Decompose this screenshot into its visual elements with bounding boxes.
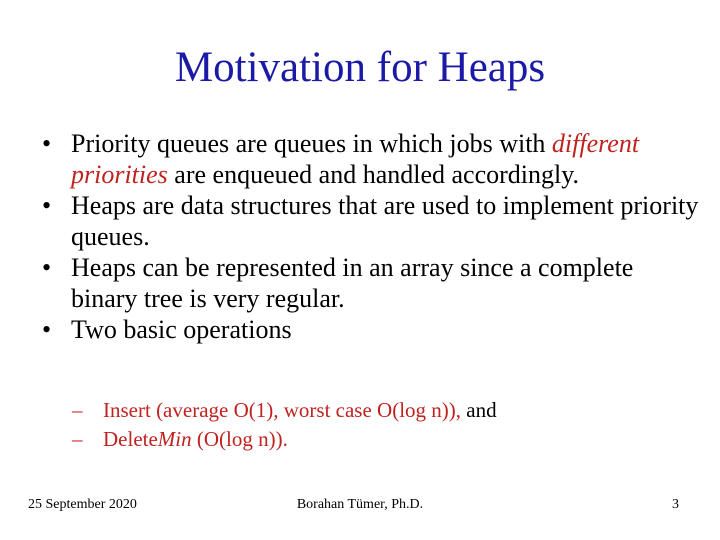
bullet-emphasis: different priorities — [71, 129, 640, 189]
footer-author: Borahan Tümer, Ph.D. — [296, 497, 424, 512]
bullet-text: Two basic operations — [71, 315, 292, 344]
bullet-item — [42, 128, 702, 190]
sub-bullet-text: Insert (average O(1), worst case O(log n)), — [103, 398, 462, 422]
sub-bullet-text-cont: (O(log n)). — [191, 427, 288, 451]
slide-title: Motivation for Heaps — [174, 44, 546, 91]
sub-bullet-list — [72, 396, 672, 454]
bullet-marker: • — [42, 129, 52, 158]
bullet-marker: • — [42, 253, 52, 282]
sub-bullet-text-cont: and — [461, 398, 497, 422]
bullet-item — [42, 252, 702, 314]
sub-bullet-text: Delete — [103, 427, 158, 451]
sub-bullet-item — [72, 425, 672, 454]
bullet-item — [42, 190, 702, 252]
dash-marker: – — [72, 427, 83, 451]
bullet-marker: • — [42, 191, 52, 220]
bullet-text: Heaps can be represented in an array since a complete binary tree is very regular. — [71, 253, 634, 313]
dash-marker: – — [72, 398, 83, 422]
bullet-text-cont: are enqueued and handled accordingly. — [167, 160, 580, 189]
sub-bullet-emphasis: Min — [157, 427, 192, 451]
footer-date: 25 September 2020 — [28, 497, 137, 512]
bullet-text: Priority queues are queues in which jobs with — [71, 129, 552, 158]
bullet-list — [42, 128, 702, 345]
sub-bullet-item — [72, 396, 672, 425]
bullet-text: Heaps are data structures that are used to implement priority queues. — [71, 191, 699, 251]
bullet-marker: • — [42, 315, 52, 344]
bullet-item — [42, 314, 702, 345]
page-number: 3 — [672, 497, 679, 512]
